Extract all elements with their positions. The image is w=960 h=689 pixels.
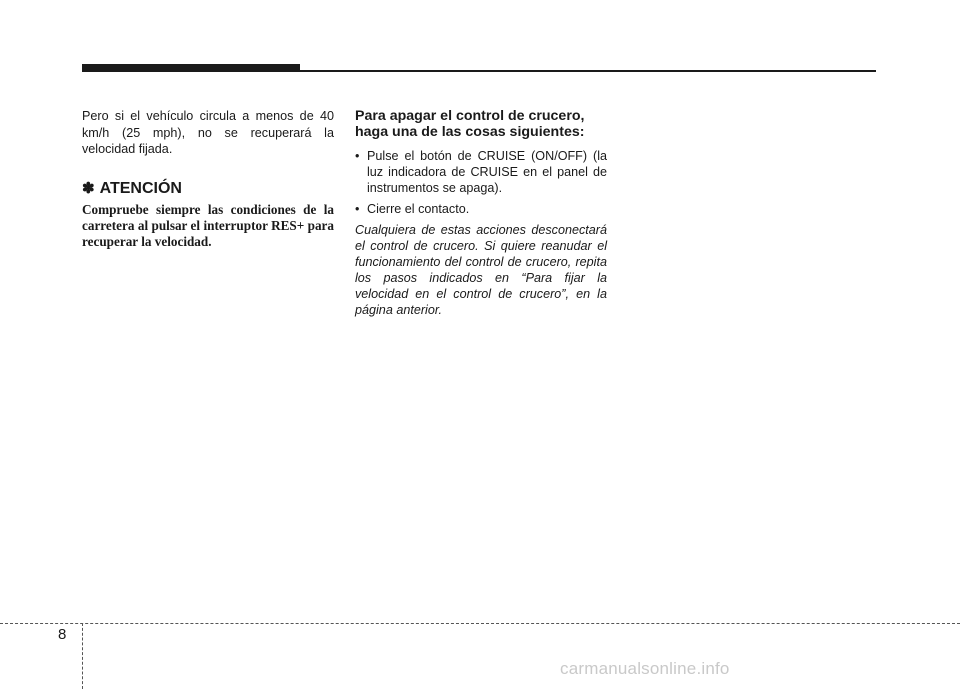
warning-heading — [82, 180, 334, 198]
bullet-list — [355, 148, 607, 217]
bullet-text: Cierre el contacto. — [367, 202, 470, 216]
list-item — [355, 201, 607, 217]
left-column — [82, 108, 334, 250]
warning-text: Compruebe siempre las condiciones de la carretera al pulsar el interruptor RES+ para recuperar la velocidad. — [82, 201, 334, 249]
footer-divider — [0, 623, 960, 624]
watermark: carmanualsonline.info — [560, 659, 730, 678]
header-rule — [300, 70, 876, 72]
asterisk-warning-icon: ✽ — [82, 179, 95, 197]
bullet-icon: • — [355, 149, 360, 163]
page-number: 8 — [58, 626, 67, 643]
right-column — [355, 108, 607, 318]
italic-note: Cualquiera de estas acciones desconectará el control de crucero. Si quiere reanudar el funcionamiento del control de crucero, repita los pasos indicados en “Para fijar la velocidad en el control de crucero”, en la página anterior. — [355, 223, 607, 317]
speed-paragraph: Pero si el vehículo circula a menos de 40 km/h (25 mph), no se recuperará la velocidad fijada. — [82, 109, 334, 156]
warning-title: ATENCIÓN — [99, 179, 182, 197]
bullet-text: Pulse el botón de CRUISE (ON/OFF) (la luz indicadora de CRUISE en el panel de instrumentos se apaga). — [367, 149, 607, 195]
section-heading: Para apagar el control de crucero, haga una de las cosas siguientes: — [355, 108, 585, 140]
bullet-icon: • — [355, 202, 360, 216]
footer-margin-line — [82, 623, 83, 689]
header-bar-thick — [82, 64, 300, 72]
list-item — [355, 148, 607, 196]
